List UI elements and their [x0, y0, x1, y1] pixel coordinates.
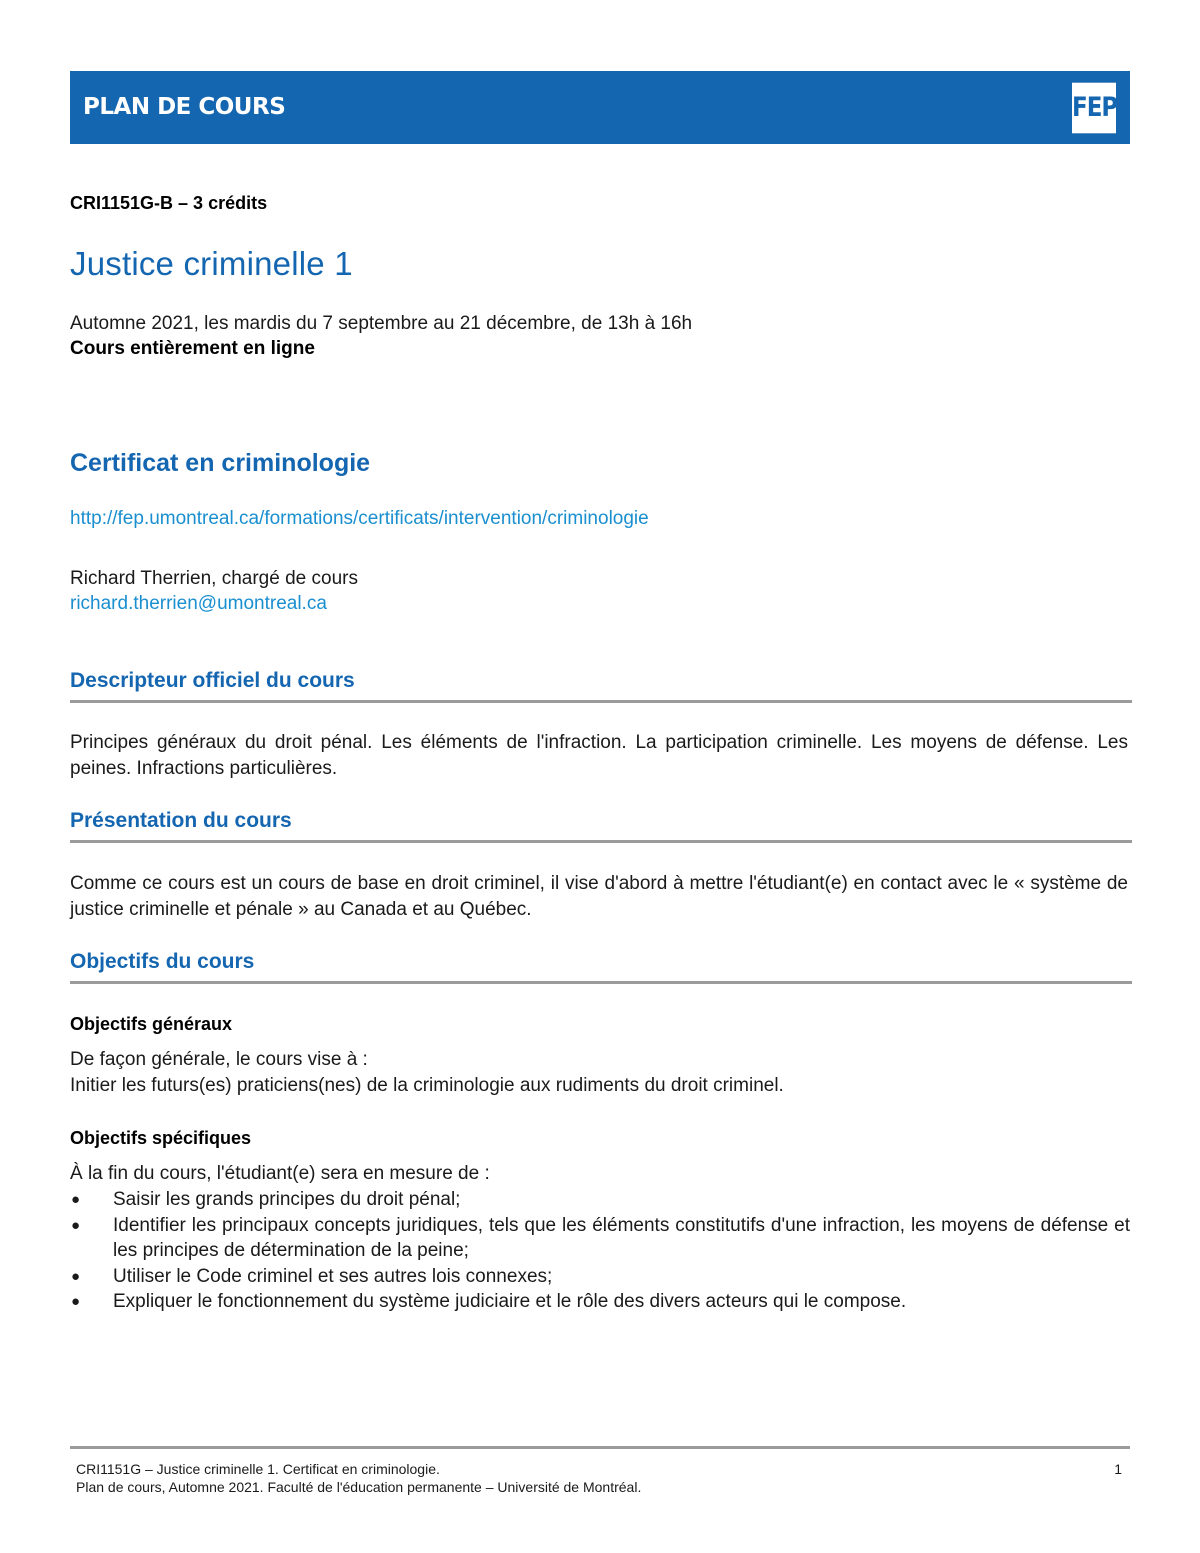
list-item — [70, 1213, 1130, 1264]
footer-divider — [70, 1446, 1130, 1449]
banner-title: PLAN DE COURS — [83, 94, 286, 120]
list-item-text: Utiliser le Code criminel et ses autres lois connexes; — [113, 1265, 553, 1287]
footer-line-2: Plan de cours, Automne 2021. Faculté de l'éducation permanente – Université de Montréal. — [76, 1479, 642, 1495]
descriptor-text: Principes généraux du droit pénal. Les éléments de l'infraction. La participation criminelle. Les moyens de défense. Les peines. Infractions particulières. — [70, 732, 1128, 779]
section-heading-label: Descripteur officiel du cours — [70, 669, 355, 692]
general-objectives-heading: Objectifs généraux — [70, 1014, 233, 1034]
lecturer-name: Richard Therrien, chargé de cours — [70, 568, 358, 589]
course-schedule: Automne 2021, les mardis du 7 septembre au 21 décembre, de 13h à 16h — [70, 313, 693, 334]
list-item-text: Saisir les grands principes du droit pénal; — [113, 1189, 461, 1210]
section-heading-presentation — [70, 808, 1132, 843]
list-item — [70, 1289, 1130, 1315]
bullet-icon: ● — [71, 1216, 81, 1234]
bullet-icon: ● — [71, 1191, 81, 1208]
program-title: Certificat en criminologie — [70, 449, 371, 477]
specific-objectives-intro: À la fin du cours, l'étudiant(e) sera en mesure de : — [70, 1163, 490, 1184]
bullet-icon: ● — [71, 1293, 81, 1310]
specific-objectives-list — [70, 1187, 1130, 1315]
list-item — [70, 1264, 1130, 1290]
footer-line-1: CRI1151G – Justice criminelle 1. Certificat en criminologie. — [76, 1461, 440, 1477]
section-heading-label: Présentation du cours — [70, 809, 292, 832]
list-item-text: Identifier les principaux concepts juridiques, tels que les éléments constitutifs d'une infraction, les moyens de défense et les principes de détermination de la peine; — [113, 1214, 1130, 1261]
presentation-text: Comme ce cours est un cours de base en droit criminel, il vise d'abord à mettre l'étudiant(e) en contact avec le « système de justice criminelle et pénale » au Canada et au Québec. — [70, 873, 1128, 920]
list-item-text: Expliquer le fonctionnement du système judiciaire et le rôle des divers acteurs qui le compose. — [113, 1291, 907, 1312]
specific-objectives-heading: Objectifs spécifiques — [70, 1128, 252, 1148]
section-heading-objectives — [70, 949, 1132, 984]
general-objectives-intro: De façon générale, le cours vise à : — [70, 1049, 368, 1070]
lecturer-email-link[interactable]: richard.therrien@umontreal.ca — [70, 593, 327, 614]
header-banner — [70, 71, 1130, 144]
course-code: CRI1151G-B – 3 crédits — [70, 193, 268, 213]
fep-logo: FEP — [1072, 83, 1116, 134]
page-number: 1 — [1114, 1461, 1122, 1477]
list-item — [70, 1187, 1130, 1213]
course-mode: Cours entièrement en ligne — [70, 338, 315, 359]
bullet-icon: ● — [71, 1267, 81, 1285]
course-title: Justice criminelle 1 — [70, 245, 353, 282]
general-objectives-text: Initier les futurs(es) praticiens(nes) de la criminologie aux rudiments du droit criminel. — [70, 1075, 784, 1096]
program-url-link[interactable]: http://fep.umontreal.ca/formations/certificats/intervention/criminologie — [70, 508, 649, 529]
section-heading-descriptor — [70, 668, 1132, 703]
section-heading-label: Objectifs du cours — [70, 950, 255, 973]
